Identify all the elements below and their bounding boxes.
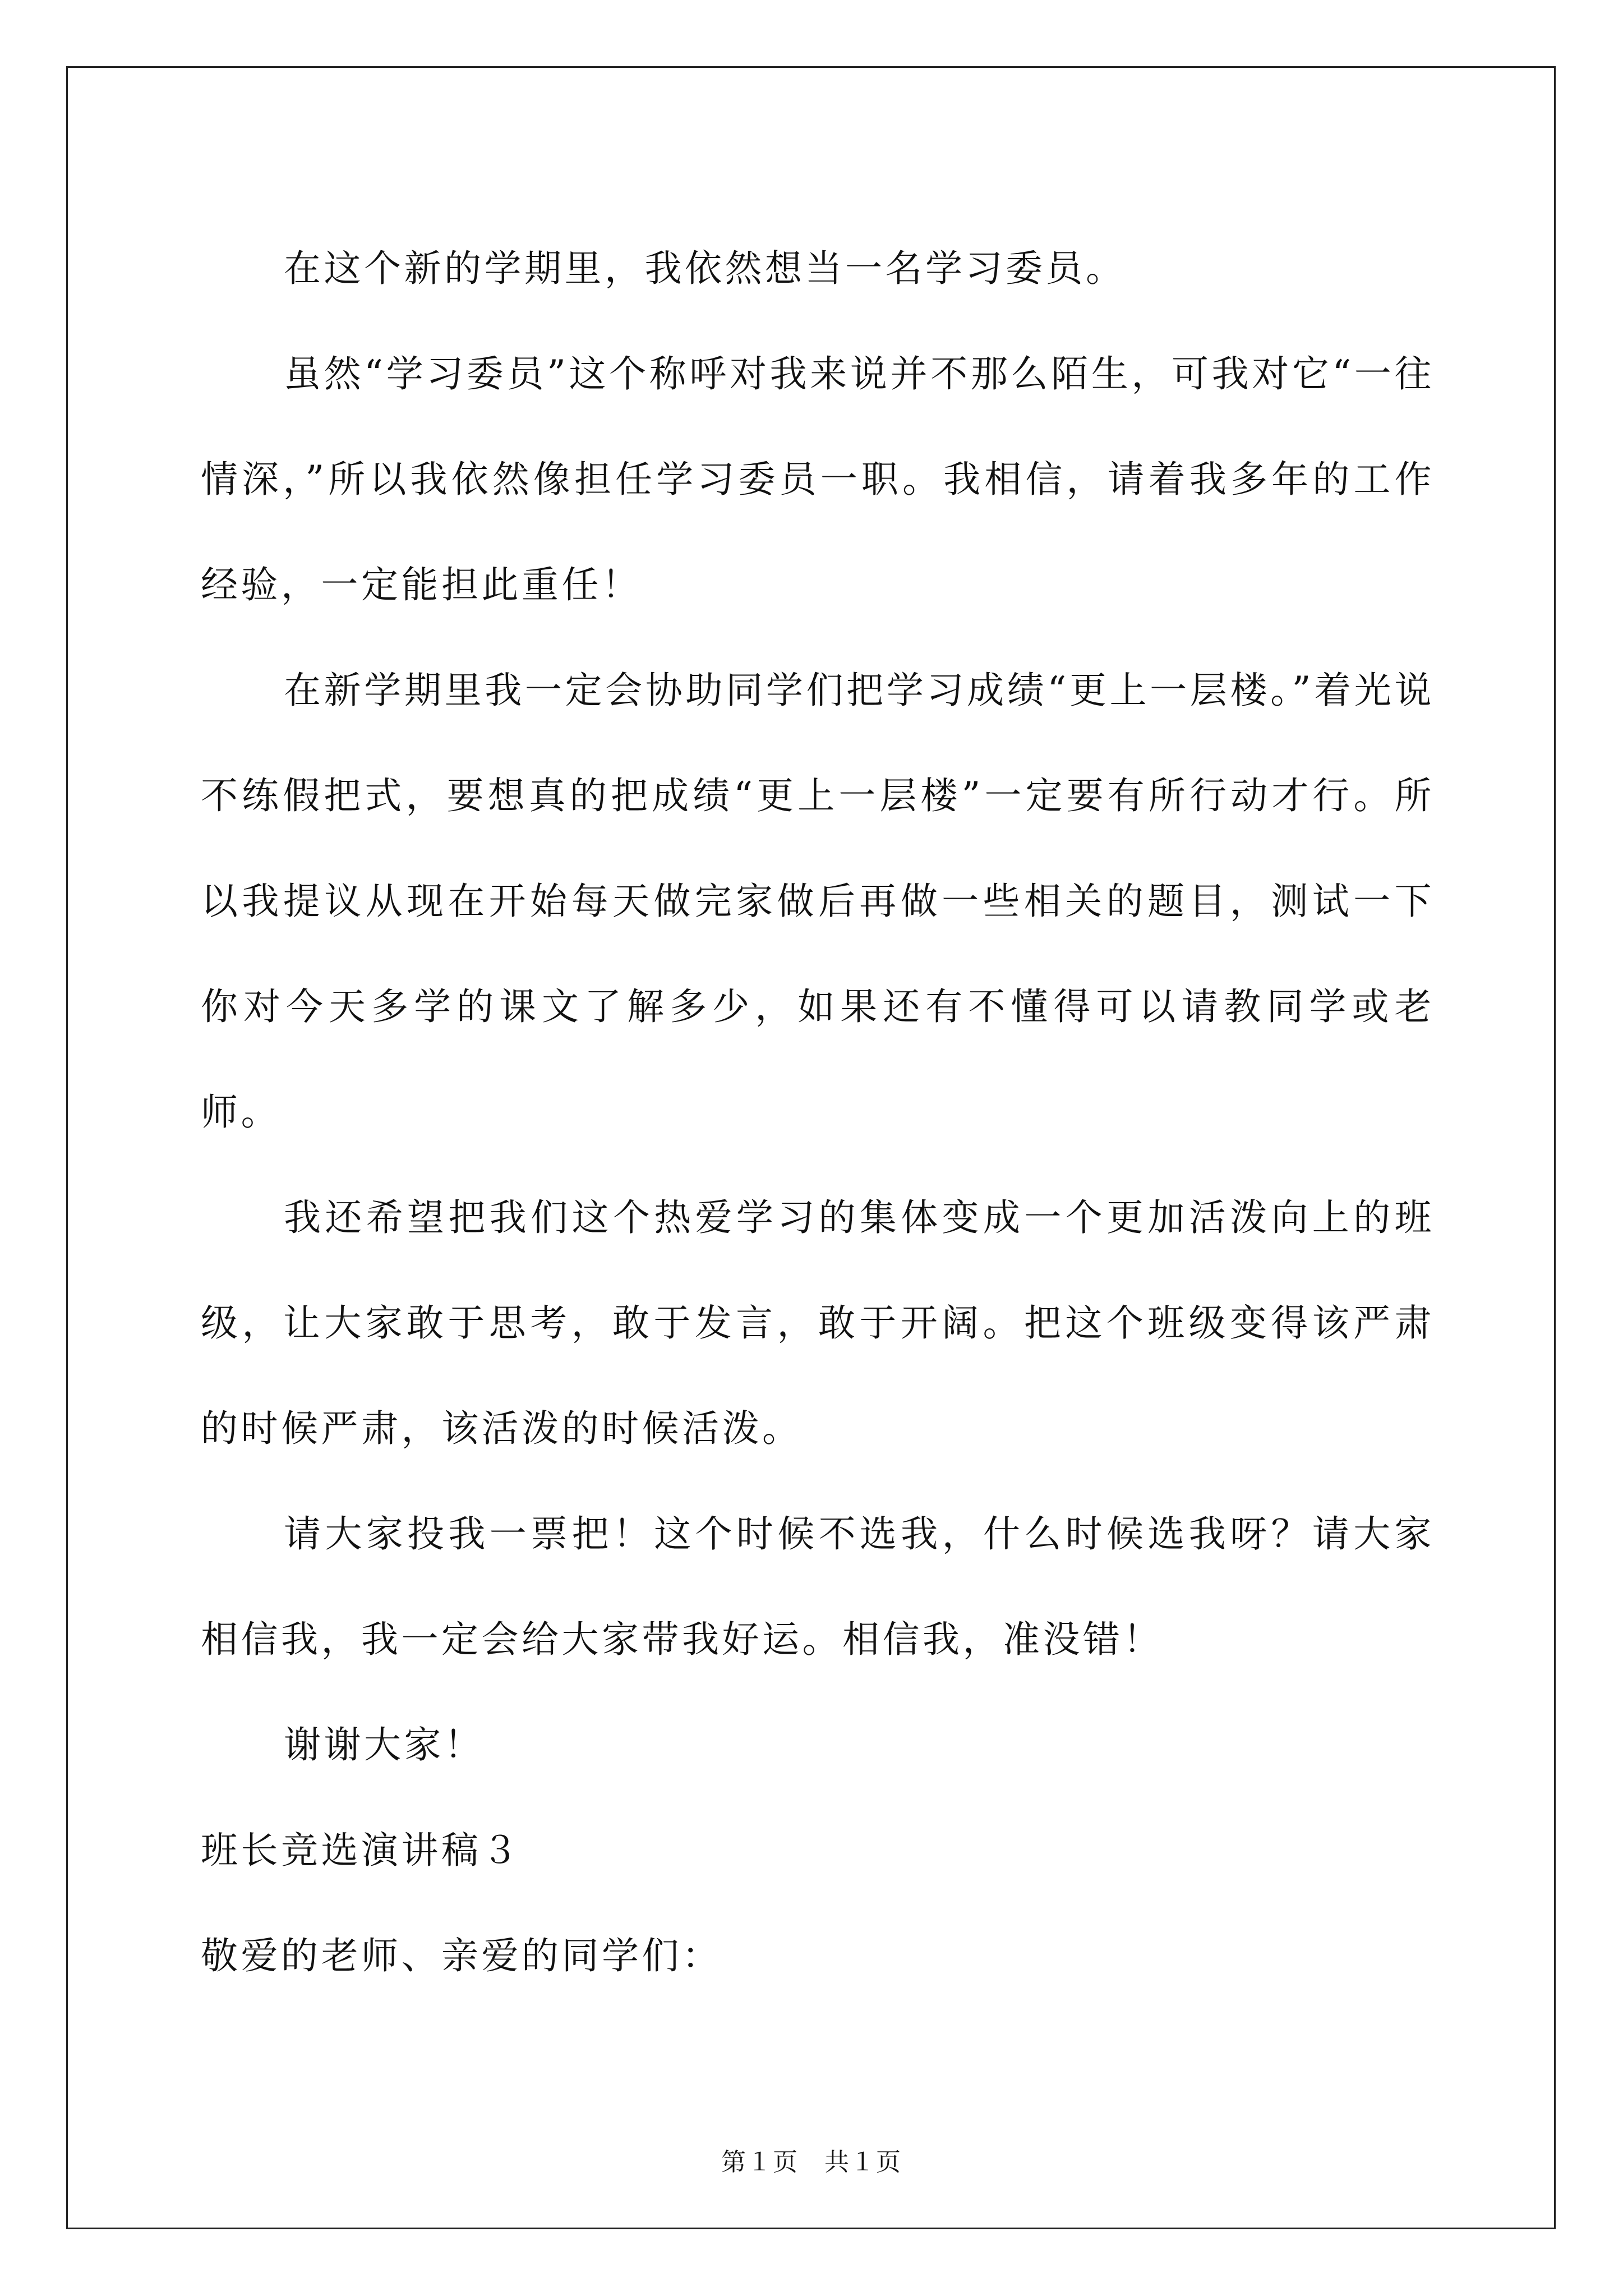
paragraph: 谢谢大家！ xyxy=(284,1723,485,1766)
paragraph: 我还希望把我们这个热爱学习的集体变成一个更加活泼向上的班级，让大家敢于思考，敢于发言，敢于开阔。把这个班级变得该严肃的时候严肃，该活泼的时候活泼。 xyxy=(201,1196,1435,1450)
section-heading: 班长竞选演讲稿３ xyxy=(201,1829,522,1872)
paragraph: 在这个新的学期里，我依然想当一名学习委员。 xyxy=(284,247,1126,290)
page-number-footer: 第１页 共１页 xyxy=(721,2148,902,2177)
document-body xyxy=(201,216,1435,2009)
paragraph: 虽然“学习委员”这个称呼对我来说并不那么陌生，可我对它“一往情深，”所以我依然像担任学习委员一职。我相信，请着我多年的工作经验，一定能担此重任！ xyxy=(201,352,1435,606)
paragraph: 请大家投我一票把！这个时候不选我，什么时候选我呀？请大家相信我，我一定会给大家带我好运。相信我，准没错！ xyxy=(201,1512,1435,1661)
salutation: 敬爱的老师、亲爱的同学们： xyxy=(201,1934,722,1977)
paragraph: 在新学期里我一定会协助同学们把学习成绩“更上一层楼。”着光说不练假把式，要想真的把成绩“更上一层楼”一定要有所行动才行。所以我提议从现在开始每天做完家做后再做一些相关的题目，测试一下你对今天多学的课文了解多少，如果还有不懂得可以请教同学或老师。 xyxy=(201,669,1435,1134)
